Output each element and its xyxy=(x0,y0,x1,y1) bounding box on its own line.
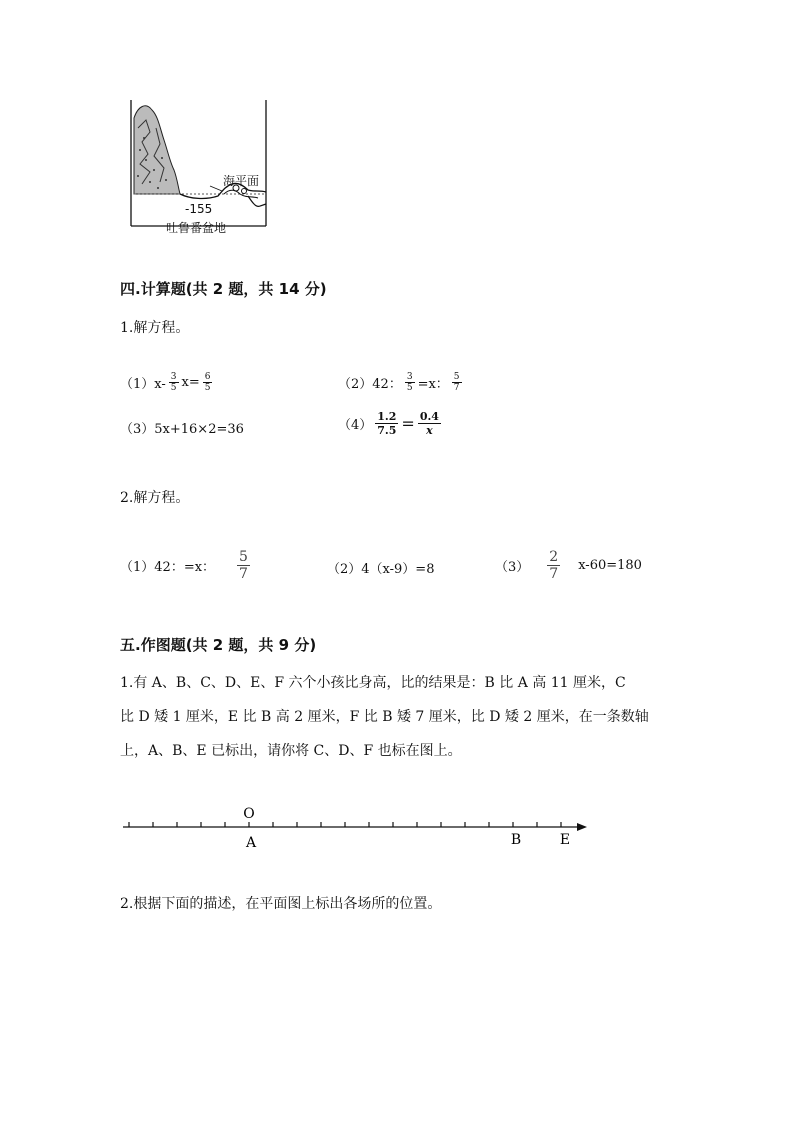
fraction xyxy=(547,549,560,582)
section-5-q2-text: 2.根据下面的描述，在平面图上标出各场所的位置。 xyxy=(120,896,442,912)
q2-eq1-label: （1）42：=x： xyxy=(120,560,216,575)
text-line: 1.有 A、B、C、D、E、F 六个小孩比身高，比的结果是：B 比 A 高 11 厘米，C xyxy=(120,675,626,691)
origin-label: O xyxy=(243,806,255,822)
denominator: 7 xyxy=(549,566,559,582)
point-e-label: E xyxy=(559,832,571,848)
numerator: 2 xyxy=(549,549,559,565)
q1-title: 1.解方程。 xyxy=(120,320,190,336)
numerator: 6 xyxy=(204,372,211,382)
denominator: 5 xyxy=(406,383,413,393)
number-line-svg xyxy=(115,800,595,860)
denominator: 7 xyxy=(453,383,460,393)
point-a-label: A xyxy=(245,835,257,851)
q2-eq3-tail: x-60=180 xyxy=(578,558,642,573)
equation-1 xyxy=(120,372,215,393)
depth-label: -155 xyxy=(185,202,213,216)
text-line: 比 D 矮 1 厘米，E 比 B 高 2 厘米，F 比 B 矮 7 厘米，比 D 矮 2 厘米，在一条数轴 xyxy=(120,709,649,725)
eq4-label: （4） xyxy=(338,418,373,433)
fraction xyxy=(452,372,462,393)
numerator: 0.4 xyxy=(419,410,439,423)
denominator: 5 xyxy=(204,383,211,393)
denominator: x xyxy=(426,424,433,437)
section-5-q1-text xyxy=(120,666,680,768)
fraction xyxy=(405,372,415,393)
numerator: 3 xyxy=(406,372,413,382)
eq1-mid: x= xyxy=(181,375,200,390)
numerator: 3 xyxy=(170,372,177,382)
equals-sign: = xyxy=(401,414,415,433)
section-4-heading: 四.计算题(共 2 题，共 14 分) xyxy=(120,280,327,298)
fraction xyxy=(375,410,398,437)
equation-3: （3）5x+16×2=36 xyxy=(120,422,244,437)
arrow-head xyxy=(577,823,587,831)
numerator: 5 xyxy=(453,372,460,382)
sea-level-label: 海平面 xyxy=(223,174,260,188)
q2-equation-2: （2）4（x-9）=8 xyxy=(327,562,435,577)
equation-2 xyxy=(338,372,465,393)
section-5-heading: 五.作图题(共 2 题，共 9 分) xyxy=(120,636,317,654)
point-b-label: B xyxy=(510,832,522,848)
denominator: 7.5 xyxy=(377,424,397,437)
q2-equation-1 xyxy=(120,549,253,582)
eq1-label: （1）x- xyxy=(120,377,166,392)
tick-marks xyxy=(129,822,561,827)
fraction xyxy=(418,410,441,437)
fraction xyxy=(169,372,179,393)
q2-eq3-label: （3） xyxy=(495,560,530,575)
denominator: 7 xyxy=(239,566,248,582)
text-line: 上，A、B、E 已标出，请你将 C、D、F 也标在图上。 xyxy=(120,743,462,759)
denominator: 5 xyxy=(170,383,177,393)
equation-4 xyxy=(338,410,444,437)
fraction xyxy=(203,372,213,393)
turpan-basin-figure xyxy=(120,98,280,240)
fraction xyxy=(237,549,250,582)
numerator: 5 xyxy=(239,549,248,565)
basin-label: 吐鲁番盆地 xyxy=(166,221,227,235)
number-line xyxy=(115,800,595,860)
eq2-label: （2）42： xyxy=(338,377,402,392)
q2-title: 2.解方程。 xyxy=(120,490,190,506)
numerator: 1.2 xyxy=(377,410,397,423)
q2-equation-3 xyxy=(495,549,642,582)
eq2-mid: =x： xyxy=(417,377,449,392)
